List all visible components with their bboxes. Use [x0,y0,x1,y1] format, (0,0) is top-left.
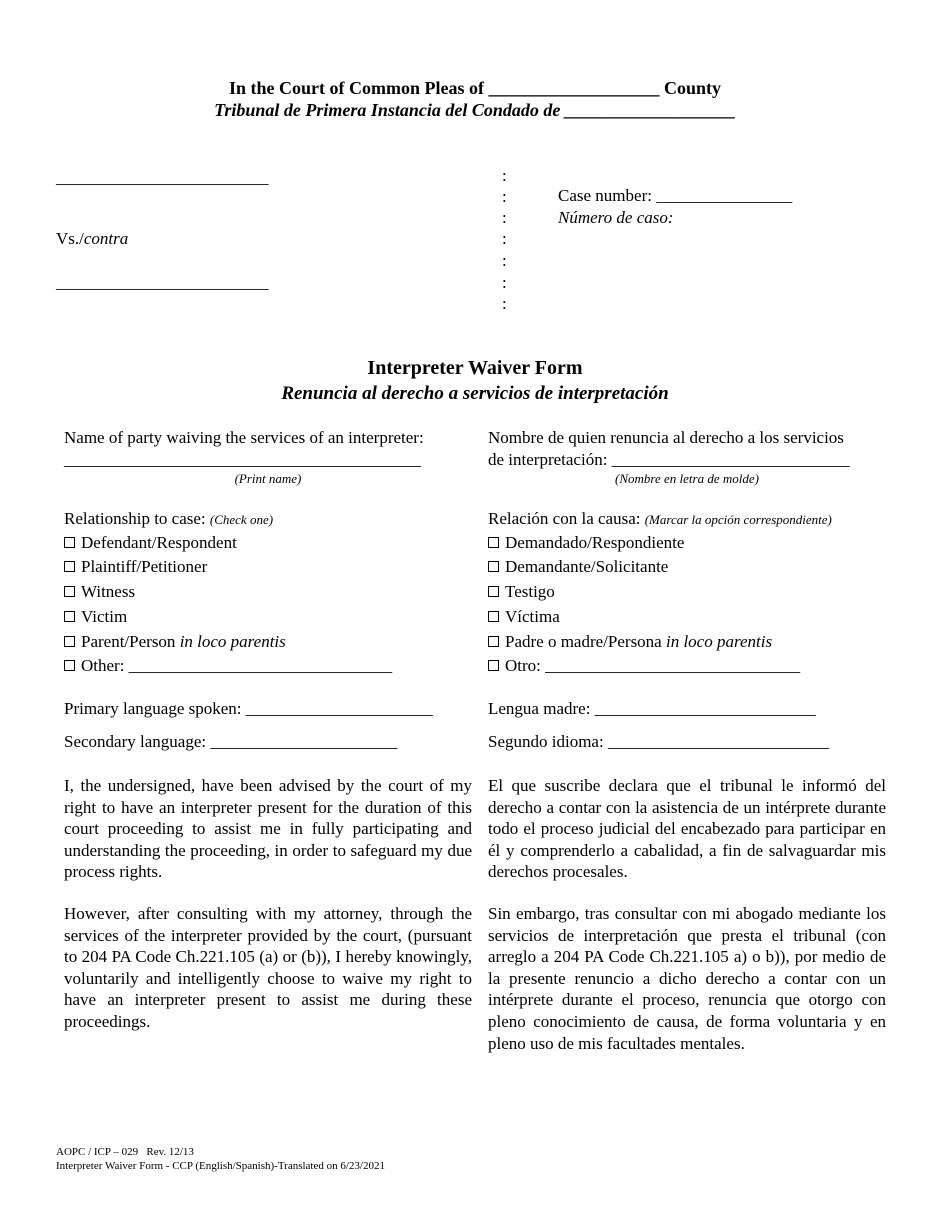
checkbox-icon[interactable] [488,586,499,597]
relationship-label-en-text: Relationship to case: [64,509,210,528]
checkbox-option-en[interactable] [64,632,286,652]
print-name-hint-es: (Nombre en letra de molde) [615,471,759,486]
caption-colon: : [502,273,507,292]
checkbox-icon[interactable] [64,537,75,548]
secondary-language-en[interactable]: Secondary language: ______________________ [64,732,398,751]
checkbox-option-en[interactable] [64,557,207,577]
form-title-es: Renuncia al derecho a servicios de interpretación [281,383,669,404]
option-label: Demandante/Solicitante [505,557,669,576]
checkbox-option-en[interactable] [64,656,392,676]
caption-colon: : [502,187,507,206]
case-number [558,186,792,206]
checkbox-option-en[interactable] [64,582,135,602]
case-number-label: Case number: [558,186,657,205]
caption-colon: : [502,229,507,248]
checkbox-option-es[interactable] [488,656,800,676]
option-label: Other: _______________________________ [81,656,393,675]
waiver-paragraph-en: However, after consulting with my attorney, through the services of the interpreter provided by the court, (pursuant to 204 PA Code Ch.221.105 (a) or (b)), I hereby knowingly, voluntarily and intelligently choose to waive my right to have an interpreter present to assist me during these proceedings. [64,904,472,1031]
name-blank-en[interactable]: __________________________________________ [64,450,421,469]
form-translation-note: Interpreter Waiver Form - CCP (English/Spanish)-Translated on 6/23/2021 [56,1160,385,1172]
court-heading-es [0,100,950,121]
vs-label [56,229,128,249]
party1-blank[interactable]: _________________________ [56,168,269,187]
relationship-hint-es: (Marcar la opción correspondiente) [644,512,832,527]
primary-language-es[interactable]: Lengua madre: __________________________ [488,699,816,718]
advisement-paragraph-es: El que suscribe declara que el tribunal le informó del derecho a contar con la asistencia de un intérprete durante todo el proceso judicial del encabezado para participar en él y comprenderlo a cabalidad, a fin de salvaguardar mis derechos procesales. [488,776,886,882]
county-blank[interactable]: ___________________ [488,78,660,98]
name-label-es-line1: Nombre de quien renuncia al derecho a los servicios [488,428,844,447]
option-label: Parent/Person [81,632,180,651]
name-label-en: Name of party waiving the services of an interpreter: [64,428,424,447]
court-heading-es-prefix: Tribunal de Primera Instancia del Condado de [214,100,565,120]
primary-language-en[interactable]: Primary language spoken: ______________________ [64,699,433,718]
relationship-hint-en: (Check one) [209,512,274,527]
waiver-paragraph-es: Sin embargo, tras consultar con mi abogado mediante los servicios de interpretación que presta el tribunal (con arreglo a 204 PA Code Ch.221.105 a) o b)), por medio de la presente renuncio a dicho derecho a contar con un intérprete durante el proceso, renuncia que otorgo con pleno conocimiento de causa, de forma voluntaria y en pleno uso de mis facultades mentales. [488,904,886,1053]
case-number-blank[interactable]: ________________ [656,186,793,205]
secondary-language-es[interactable]: Segundo idioma: __________________________ [488,732,829,751]
checkbox-icon[interactable] [488,636,499,647]
checkbox-option-en[interactable] [64,533,237,553]
form-title-en: Interpreter Waiver Form [367,357,583,379]
checkbox-icon[interactable] [488,611,499,622]
caption-colon: : [502,166,507,185]
checkbox-icon[interactable] [64,660,75,671]
relationship-label-en [64,509,273,529]
checkbox-icon[interactable] [64,611,75,622]
checkbox-icon[interactable] [488,561,499,572]
checkbox-option-es[interactable] [488,557,668,577]
vs-label-text: Vs./ [56,229,84,248]
court-heading-en [0,78,950,99]
form-code: AOPC / ICP – 029 Rev. 12/13 [56,1146,194,1158]
name-label-es-line2[interactable]: de interpretación: ____________________________ [488,450,850,469]
relationship-label-es [488,509,832,529]
option-label: Plaintiff/Petitioner [81,557,208,576]
checkbox-icon[interactable] [488,537,499,548]
option-label-italic: in loco parentis [665,632,773,651]
caption-colon: : [502,251,507,270]
court-heading-en-prefix: In the Court of Common Pleas of [229,78,489,98]
advisement-paragraph-en: I, the undersigned, have been advised by the court of my right to have an interpreter present for the duration of this court proceeding to assist me in fully participating and understanding the proceeding, in order to safeguard my due process rights. [64,776,472,882]
option-label: Víctima [505,607,560,626]
relationship-label-es-text: Relación con la causa: [488,509,645,528]
caption-colon: : [502,294,507,313]
checkbox-icon[interactable] [488,660,499,671]
option-label: Padre o madre/Persona [505,632,666,651]
checkbox-option-es[interactable] [488,582,555,602]
checkbox-option-es[interactable] [488,632,772,652]
option-label-italic: in loco parentis [179,632,286,651]
checkbox-option-en[interactable] [64,607,127,627]
checkbox-icon[interactable] [64,636,75,647]
option-label: Defendant/Respondent [81,533,237,552]
checkbox-icon[interactable] [64,561,75,572]
option-label: Testigo [505,582,555,601]
option-label: Otro: ______________________________ [505,656,801,675]
condado-blank[interactable]: ___________________ [564,100,736,120]
party2-blank[interactable]: _________________________ [56,273,269,292]
option-label: Victim [81,607,128,626]
print-name-hint-en: (Print name) [234,471,302,486]
checkbox-option-es[interactable] [488,607,560,627]
case-number-label-es: Número de caso: [558,208,674,227]
caption-colon: : [502,208,507,227]
option-label: Demandado/Respondiente [505,533,685,552]
checkbox-option-es[interactable] [488,533,684,553]
court-heading-en-suffix: County [659,78,721,98]
option-label: Witness [81,582,136,601]
vs-label-italic: contra [83,229,129,248]
checkbox-icon[interactable] [64,586,75,597]
